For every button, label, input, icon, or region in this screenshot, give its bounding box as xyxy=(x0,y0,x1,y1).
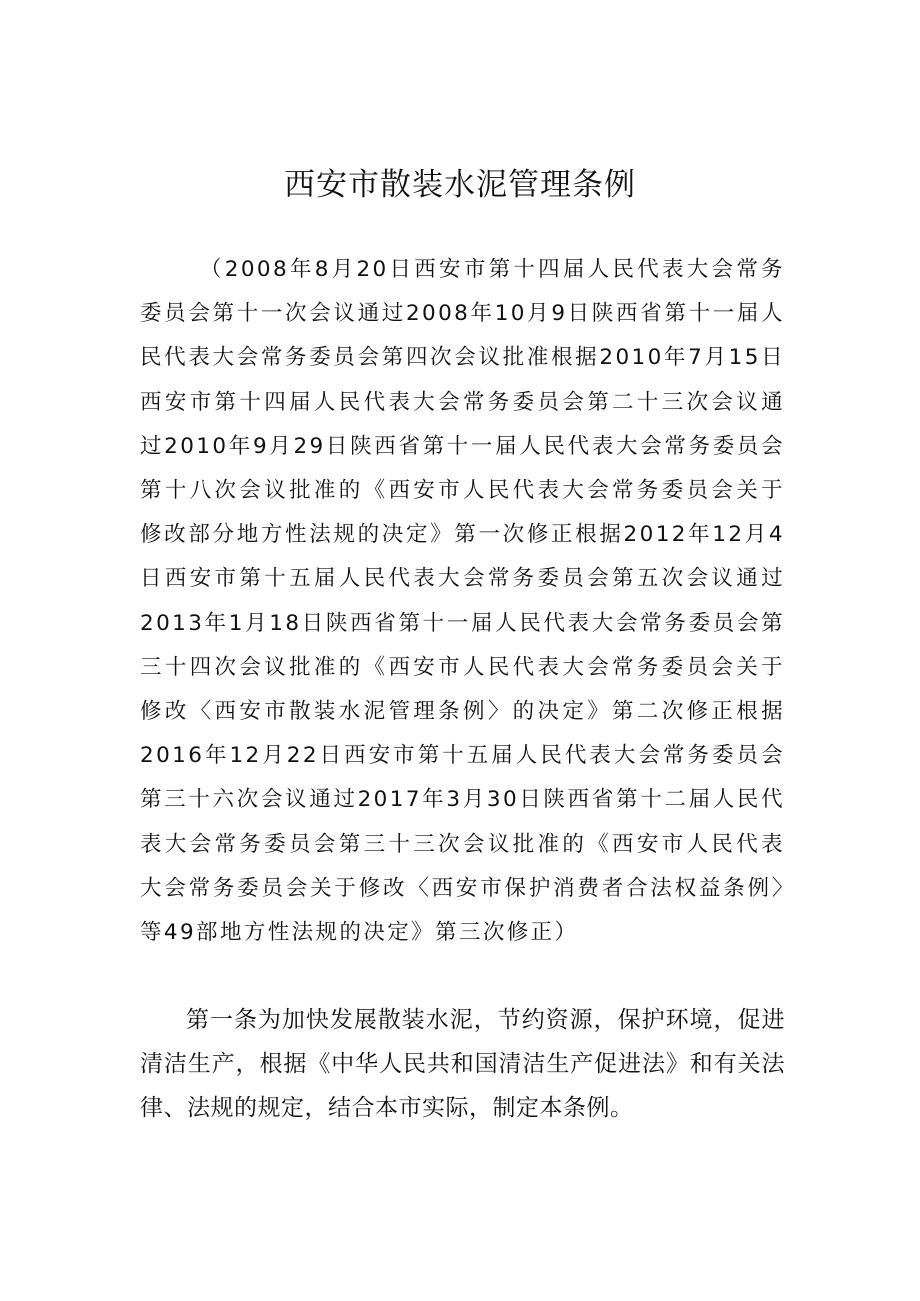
document-title: 西安市散装水泥管理条例 xyxy=(284,167,636,203)
article-1: 第一条为加快发展散装水泥，节约资源，保护环境，促进清洁生产，根据《中华人民共和国清洁生产促进法》和有关法律、法规的规定，结合本市实际，制定本条例。 xyxy=(140,1007,785,1121)
document-preamble: （2008年8月20日西安市第十四届人民代表大会常务委员会第十一次会议通过2008年10月9日陕西省第十一届人民代表大会常务委员会第四次会议批准根据2010年7月15日西安市第十四届人民代表大会常务委员会第二十三次会议通过2010年9月29日陕西省第十一届人民代表大会常务委员会第十八次会议批准的《西安市人民代表大会常务委员会关于修改部分地方性法规的决定》第一次修正根据2012年12月4日西安市第十五届人民代表大会常务委员会第五次会议通过2013年1月18日陕西省第十一届人民代表大会常务委员会第三十四次会议批准的《西安市人民代表大会常务委员会关于修改〈西安市散装水泥管理条例〉的决定》第二次修正根据2016年12月22日西安市第十五届人民代表大会常务委员会第三十六次会议通过2017年3月30日陕西省第十二届人民代表大会常务委员会第三十三次会议批准的《西安市人民代表大会常务委员会关于修改〈西安市保护消费者合法权益条例〉等49部地方性法规的决定》第三次修正） xyxy=(140,257,785,946)
